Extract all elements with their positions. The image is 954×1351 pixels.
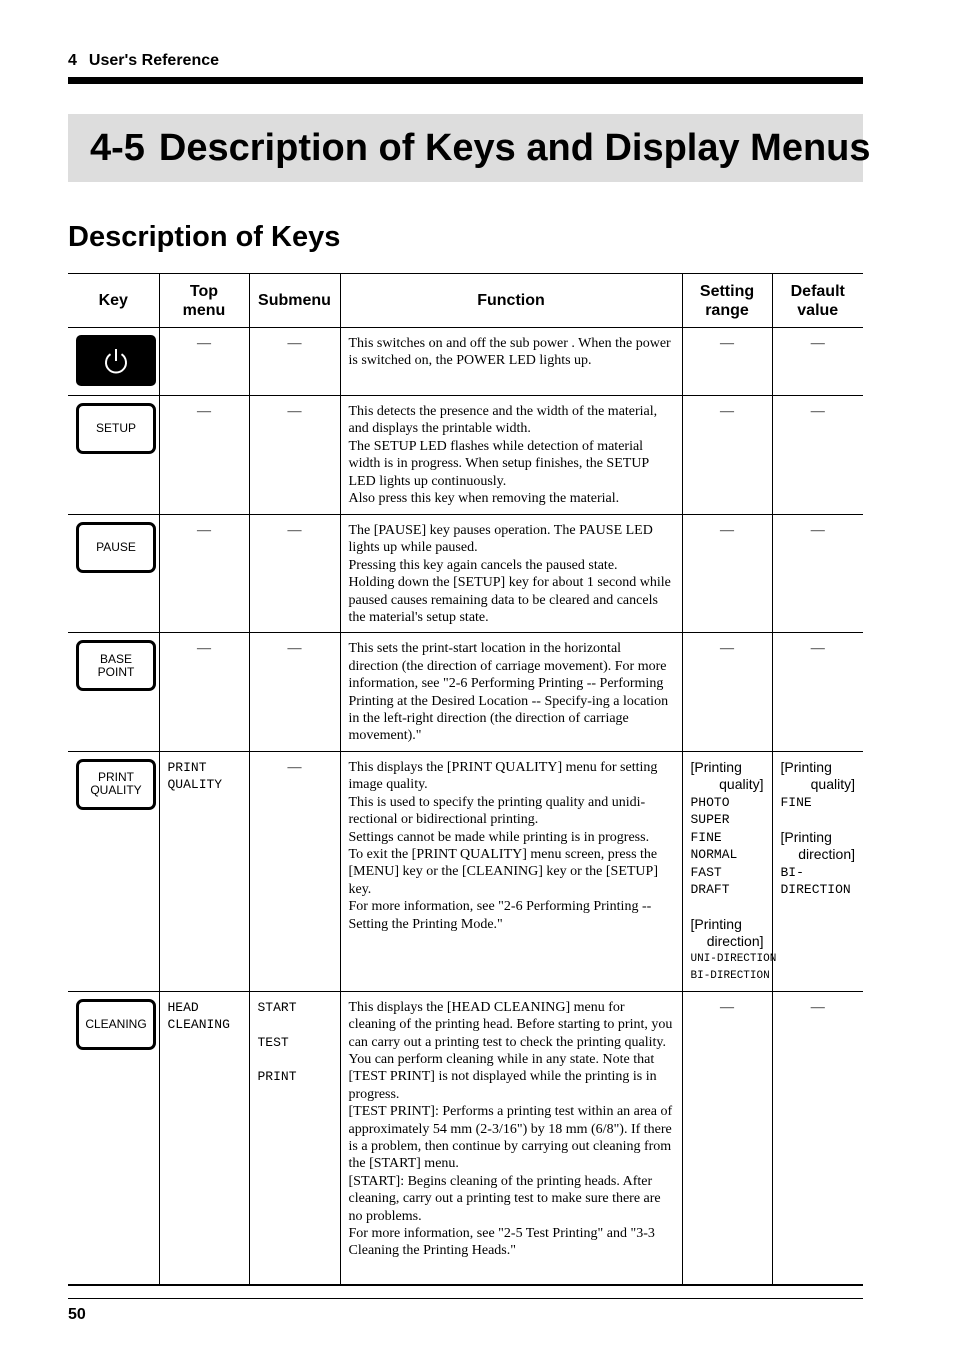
key-cell (68, 328, 159, 396)
default-value-cell: — (772, 396, 863, 515)
header-top-menu: Top menu (159, 274, 249, 328)
top-menu-cell: HEAD CLEANING (159, 991, 249, 1285)
page-number: 50 (68, 1306, 86, 1323)
keys-table (68, 273, 863, 1286)
setting-range-cell: — (682, 991, 772, 1285)
table-row-cleaning (68, 991, 863, 1285)
quality-default-heading: [Printing quality] (780, 758, 855, 793)
base-point-key: BASE POINT (76, 640, 156, 691)
key-cell (68, 751, 159, 991)
top-menu-cell: — (159, 515, 249, 633)
header-key: Key (68, 274, 159, 328)
setting-range-cell: — (682, 633, 772, 751)
chapter-number: 4-5 (90, 127, 145, 169)
header-function: Function (340, 274, 682, 328)
key-cell (68, 633, 159, 751)
key-cell (68, 991, 159, 1285)
direction-default-value: BI- DIRECTION (780, 864, 851, 898)
table-row-base-point (68, 633, 863, 751)
submenu-cell: — (249, 328, 340, 396)
function-cell: This displays the [PRINT QUALITY] menu for setting image quality. This is used to specify the printing quality and unidi-rectional or bidirectional printing. Settings cannot be made while printing is in progress. To exit the [PRINT QUALITY] menu screen, press the [MENU] key or the [CLEANING] key or the [SETUP] key. For more information, see "2-6 Performing Printing -- Setting the Printing Mode." (340, 751, 682, 991)
function-cell: The [PAUSE] key pauses operation. The PAUSE LED lights up while paused. Pressing this key again cancels the paused state. Holding down the [SETUP] key for about 1 second while paused causes remaining data to be cleared and cancels the material's setup state. (340, 515, 682, 633)
direction-options: UNI-DIRECTION BI-DIRECTION (690, 952, 777, 982)
running-header-title: User's Reference (88, 52, 220, 69)
setting-range-cell: — (682, 515, 772, 633)
table-row-setup (68, 396, 863, 515)
key-cell (68, 515, 159, 633)
top-menu-cell: — (159, 396, 249, 515)
setup-key: SETUP (76, 403, 156, 454)
header-submenu: Submenu (249, 274, 340, 328)
power-icon (101, 346, 131, 376)
default-value-cell: — (772, 633, 863, 751)
cleaning-key: CLEANING (76, 999, 156, 1050)
quality-default-value: FINE (780, 794, 812, 810)
default-value-cell: — (772, 328, 863, 396)
running-header (68, 52, 219, 70)
submenu-cell: — (249, 515, 340, 633)
bottom-rule (68, 1298, 863, 1299)
direction-range-heading: [Printing direction] (690, 915, 764, 950)
header-setting-range: Setting range (682, 274, 772, 328)
chapter-title: Description of Keys and Display Menus (158, 127, 871, 169)
table-row-power (68, 328, 863, 396)
function-cell: This displays the [HEAD CLEANING] menu for cleaning of the printing head. Before starting to print, you can carry out a printing test to check the printing quality. You can perform cleaning while in any state. Note that [TEST PRINT] is not displayed while the printing is in progress. [TEST PRINT]: Performs a printing test within an area of approximately 54 mm (2-3/16") by 18 mm (6/8"). If there is a problem, then continue by carrying out cleaning from the [START] menu. [START]: Begins cleaning of the printing heads. After cleaning, carry out a printing test to make sure there are no problems. For more information, see "2-5 Test Printing" and "3-3 Cleaning the Printing Heads." (340, 991, 682, 1285)
power-key (76, 335, 156, 386)
function-cell: This detects the presence and the width of the material, and displays the printable width. The SETUP LED flashes while detection of material width is in progress. When setup finishes, the SETUP LED lights up continuously. Also press this key when removing the material. (340, 396, 682, 515)
print-quality-key: PRINT QUALITY (76, 759, 156, 810)
submenu-cell: — (249, 633, 340, 751)
running-header-number: 4 (68, 52, 77, 69)
setting-range-cell: — (682, 328, 772, 396)
pause-key: PAUSE (76, 522, 156, 573)
top-menu-cell: PRINT QUALITY (159, 751, 249, 991)
function-cell: This sets the print-start location in the horizontal direction (the direction of carriage movement). For more information, see "2-6 Performing Printing -- Performing Printing at the Desired Location -- Specify-ing a location in the left-right direction (the direction of carriage movement)." (340, 633, 682, 751)
quality-range-heading: [Printing quality] (690, 758, 764, 793)
chapter-heading-band (68, 114, 871, 182)
default-value-cell: — (772, 515, 863, 633)
section-title: Description of Keys (68, 221, 341, 253)
top-rule (68, 77, 863, 84)
setting-range-cell (682, 751, 777, 991)
default-value-cell: — (772, 991, 863, 1285)
default-value-cell (772, 751, 863, 991)
top-menu-cell: — (159, 633, 249, 751)
key-cell (68, 396, 159, 515)
table-header-row (68, 274, 863, 328)
submenu-cell: START TEST PRINT (249, 991, 340, 1285)
direction-default-heading: [Printing direction] (780, 828, 855, 863)
chapter-heading (90, 114, 871, 182)
table-row-print-quality (68, 751, 863, 991)
table-row-pause (68, 515, 863, 633)
submenu-cell: — (249, 751, 340, 991)
quality-options: PHOTO SUPER FINE NORMAL FAST DRAFT (690, 794, 738, 897)
function-cell: This switches on and off the sub power . When the power is switched on, the POWER LED lights up. (340, 328, 682, 396)
submenu-cell: — (249, 396, 340, 515)
top-menu-cell: — (159, 328, 249, 396)
header-default-value: Default value (772, 274, 863, 328)
setting-range-cell: — (682, 396, 772, 515)
